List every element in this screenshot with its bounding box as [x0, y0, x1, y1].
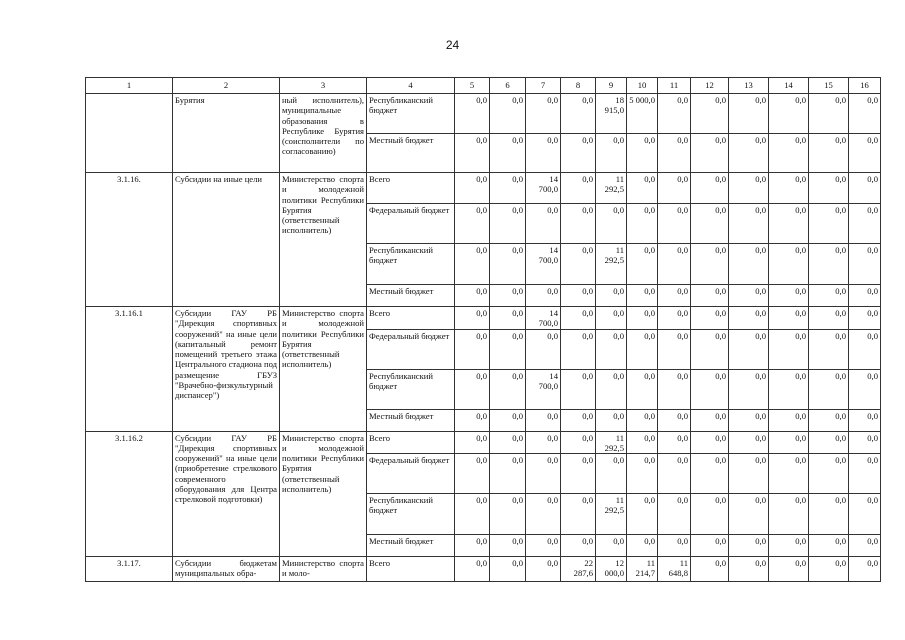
value-cell: 0,0	[769, 494, 809, 535]
value-cell: 0,0	[561, 307, 596, 330]
value-cell: 0,0	[526, 409, 561, 431]
value-cell: 0,0	[769, 244, 809, 285]
value-cell: 0,0	[658, 307, 691, 330]
page-number: 24	[445, 38, 460, 52]
value-cell: 0,0	[455, 285, 490, 307]
item-name: Субсидии ГАУ РБ "Дирекция спортивных сооружений" на иные цели (капитальный ремонт помещений третьего этажа Центрального стадиона под размещение ГБУЗ "Врачебно-физкультурный диспансер")	[173, 307, 280, 432]
value-cell: 0,0	[849, 307, 881, 330]
value-cell: 12 000,0	[596, 557, 627, 582]
value-cell: 0,0	[627, 369, 658, 409]
value-cell: 0,0	[455, 307, 490, 330]
value-cell: 0,0	[691, 431, 729, 454]
value-cell: 0,0	[769, 329, 809, 369]
value-cell: 11 214,7	[627, 557, 658, 582]
value-cell: 0,0	[849, 204, 881, 244]
item-code: 3.1.16.1	[86, 307, 173, 432]
column-header: 2	[173, 78, 280, 94]
value-cell: 0,0	[526, 454, 561, 494]
value-cell: 0,0	[658, 94, 691, 134]
value-cell: 0,0	[691, 494, 729, 535]
value-cell: 0,0	[455, 431, 490, 454]
value-cell: 0,0	[809, 94, 849, 134]
item-code: 3.1.17.	[86, 557, 173, 582]
value-cell: 0,0	[691, 307, 729, 330]
value-cell: 0,0	[526, 431, 561, 454]
value-cell: 0,0	[729, 285, 769, 307]
value-cell: 0,0	[769, 134, 809, 173]
value-cell: 0,0	[596, 285, 627, 307]
table-row	[86, 431, 881, 454]
column-header: 8	[561, 78, 596, 94]
column-header: 14	[769, 78, 809, 94]
funding-source: Республиканский бюджет	[367, 369, 455, 409]
value-cell: 0,0	[455, 244, 490, 285]
value-cell: 0,0	[658, 369, 691, 409]
value-cell: 0,0	[526, 204, 561, 244]
value-cell: 0,0	[627, 431, 658, 454]
funding-source: Местный бюджет	[367, 134, 455, 173]
value-cell: 0,0	[809, 409, 849, 431]
column-header: 11	[658, 78, 691, 94]
column-header: 3	[280, 78, 367, 94]
value-cell: 0,0	[691, 557, 729, 582]
column-header: 5	[455, 78, 490, 94]
value-cell: 0,0	[627, 454, 658, 494]
value-cell: 14 700,0	[526, 369, 561, 409]
value-cell: 0,0	[561, 94, 596, 134]
funding-source: Федеральный бюджет	[367, 204, 455, 244]
value-cell: 11 292,5	[596, 173, 627, 204]
value-cell: 0,0	[490, 204, 526, 244]
funding-source: Федеральный бюджет	[367, 454, 455, 494]
value-cell: 0,0	[627, 173, 658, 204]
budget-table	[85, 77, 881, 582]
value-cell: 0,0	[658, 409, 691, 431]
value-cell: 0,0	[809, 307, 849, 330]
value-cell: 0,0	[809, 329, 849, 369]
value-cell: 0,0	[490, 94, 526, 134]
value-cell: 0,0	[691, 535, 729, 557]
value-cell: 0,0	[627, 285, 658, 307]
value-cell: 0,0	[561, 329, 596, 369]
value-cell: 0,0	[627, 535, 658, 557]
item-executor: Министерство спорта и молодежной политики Республики Бурятия (ответственный исполнитель)	[280, 173, 367, 307]
value-cell: 0,0	[849, 409, 881, 431]
value-cell: 0,0	[526, 494, 561, 535]
value-cell: 18 915,0	[596, 94, 627, 134]
item-name: Субсидии бюджетам муниципальных обра-	[173, 557, 280, 582]
value-cell: 11 292,5	[596, 244, 627, 285]
value-cell: 0,0	[455, 329, 490, 369]
value-cell: 0,0	[455, 557, 490, 582]
value-cell: 14 700,0	[526, 173, 561, 204]
value-cell: 0,0	[561, 494, 596, 535]
value-cell: 0,0	[729, 557, 769, 582]
funding-source: Всего	[367, 307, 455, 330]
column-header: 4	[367, 78, 455, 94]
value-cell: 0,0	[729, 307, 769, 330]
value-cell: 0,0	[596, 535, 627, 557]
value-cell: 0,0	[849, 244, 881, 285]
item-executor: Министерство спорта и молодежной политики Республики Бурятия (ответственный исполнитель)	[280, 307, 367, 432]
value-cell: 0,0	[809, 134, 849, 173]
table-row	[86, 94, 881, 134]
value-cell: 0,0	[526, 134, 561, 173]
column-header: 6	[490, 78, 526, 94]
value-cell: 0,0	[658, 494, 691, 535]
value-cell: 14 700,0	[526, 244, 561, 285]
value-cell: 0,0	[691, 173, 729, 204]
value-cell: 0,0	[809, 557, 849, 582]
value-cell: 0,0	[729, 204, 769, 244]
value-cell: 5 000,0	[627, 94, 658, 134]
value-cell: 0,0	[490, 535, 526, 557]
value-cell: 0,0	[627, 307, 658, 330]
item-code	[86, 94, 173, 173]
value-cell: 0,0	[455, 369, 490, 409]
table-row	[86, 173, 881, 204]
value-cell: 0,0	[455, 535, 490, 557]
value-cell: 11 292,5	[596, 431, 627, 454]
value-cell: 0,0	[658, 285, 691, 307]
column-header: 13	[729, 78, 769, 94]
value-cell: 0,0	[526, 285, 561, 307]
value-cell: 0,0	[849, 134, 881, 173]
value-cell: 0,0	[849, 173, 881, 204]
value-cell: 0,0	[490, 409, 526, 431]
value-cell: 0,0	[729, 494, 769, 535]
item-name: Субсидии ГАУ РБ "Дирекция спортивных сооружений" на иные цели (приобретение стрелкового современного оборудования для Центра стрелковой подготовки)	[173, 431, 280, 557]
value-cell: 0,0	[769, 204, 809, 244]
value-cell: 0,0	[729, 431, 769, 454]
item-code: 3.1.16.	[86, 173, 173, 307]
value-cell: 0,0	[849, 494, 881, 535]
value-cell: 0,0	[596, 329, 627, 369]
value-cell: 0,0	[561, 369, 596, 409]
value-cell: 0,0	[490, 244, 526, 285]
value-cell: 0,0	[490, 431, 526, 454]
value-cell: 0,0	[596, 204, 627, 244]
column-header: 12	[691, 78, 729, 94]
value-cell: 0,0	[658, 204, 691, 244]
value-cell: 0,0	[561, 454, 596, 494]
header-row	[86, 78, 881, 94]
value-cell: 0,0	[627, 409, 658, 431]
value-cell: 0,0	[455, 494, 490, 535]
value-cell: 0,0	[849, 285, 881, 307]
value-cell: 0,0	[769, 173, 809, 204]
value-cell: 0,0	[691, 94, 729, 134]
item-executor: Министерство спорта и моло-	[280, 557, 367, 582]
value-cell: 0,0	[729, 409, 769, 431]
value-cell: 0,0	[809, 431, 849, 454]
value-cell: 0,0	[561, 285, 596, 307]
value-cell: 0,0	[455, 94, 490, 134]
funding-source: Всего	[367, 431, 455, 454]
value-cell: 0,0	[596, 454, 627, 494]
value-cell: 0,0	[691, 134, 729, 173]
funding-source: Местный бюджет	[367, 409, 455, 431]
value-cell: 0,0	[809, 494, 849, 535]
value-cell: 0,0	[490, 369, 526, 409]
value-cell: 0,0	[658, 134, 691, 173]
value-cell: 0,0	[769, 454, 809, 494]
value-cell: 0,0	[627, 204, 658, 244]
value-cell: 0,0	[809, 369, 849, 409]
value-cell: 0,0	[691, 329, 729, 369]
value-cell: 0,0	[455, 134, 490, 173]
value-cell: 0,0	[769, 535, 809, 557]
item-name: Бурятия	[173, 94, 280, 173]
value-cell: 0,0	[849, 535, 881, 557]
value-cell: 0,0	[729, 535, 769, 557]
item-executor: ный исполнитель), муниципальные образования в Республике Бурятия (соисполнители по согласованию)	[280, 94, 367, 173]
value-cell: 0,0	[490, 557, 526, 582]
value-cell: 0,0	[729, 244, 769, 285]
value-cell: 0,0	[849, 329, 881, 369]
value-cell: 22 287,6	[561, 557, 596, 582]
value-cell: 11 292,5	[596, 494, 627, 535]
value-cell: 14 700,0	[526, 307, 561, 330]
value-cell: 0,0	[490, 494, 526, 535]
value-cell: 0,0	[769, 431, 809, 454]
table-row	[86, 307, 881, 330]
value-cell: 0,0	[849, 431, 881, 454]
value-cell: 0,0	[658, 431, 691, 454]
funding-source: Всего	[367, 557, 455, 582]
table-row	[86, 557, 881, 582]
value-cell: 0,0	[455, 409, 490, 431]
column-header: 15	[809, 78, 849, 94]
value-cell: 0,0	[627, 134, 658, 173]
funding-source: Местный бюджет	[367, 535, 455, 557]
value-cell: 0,0	[729, 173, 769, 204]
value-cell: 0,0	[729, 369, 769, 409]
value-cell: 0,0	[561, 244, 596, 285]
value-cell: 0,0	[658, 173, 691, 204]
value-cell: 0,0	[561, 535, 596, 557]
value-cell: 0,0	[809, 535, 849, 557]
value-cell: 0,0	[455, 173, 490, 204]
column-header: 7	[526, 78, 561, 94]
value-cell: 0,0	[490, 454, 526, 494]
funding-source: Федеральный бюджет	[367, 329, 455, 369]
value-cell: 0,0	[561, 134, 596, 173]
column-header: 10	[627, 78, 658, 94]
value-cell: 0,0	[729, 454, 769, 494]
value-cell: 0,0	[691, 244, 729, 285]
value-cell: 0,0	[729, 94, 769, 134]
value-cell: 0,0	[769, 94, 809, 134]
column-header: 9	[596, 78, 627, 94]
value-cell: 0,0	[561, 173, 596, 204]
item-code: 3.1.16.2	[86, 431, 173, 557]
value-cell: 0,0	[658, 329, 691, 369]
value-cell: 0,0	[490, 173, 526, 204]
funding-source: Республиканский бюджет	[367, 244, 455, 285]
value-cell: 0,0	[561, 409, 596, 431]
funding-source: Республиканский бюджет	[367, 94, 455, 134]
value-cell: 0,0	[691, 454, 729, 494]
value-cell: 0,0	[849, 454, 881, 494]
value-cell: 0,0	[729, 134, 769, 173]
value-cell: 0,0	[769, 369, 809, 409]
value-cell: 0,0	[809, 285, 849, 307]
value-cell: 0,0	[809, 244, 849, 285]
value-cell: 0,0	[769, 557, 809, 582]
value-cell: 0,0	[596, 409, 627, 431]
value-cell: 0,0	[526, 535, 561, 557]
column-header: 1	[86, 78, 173, 94]
funding-source: Всего	[367, 173, 455, 204]
value-cell: 0,0	[627, 329, 658, 369]
value-cell: 0,0	[809, 204, 849, 244]
value-cell: 0,0	[596, 369, 627, 409]
value-cell: 0,0	[691, 369, 729, 409]
value-cell: 11 648,8	[658, 557, 691, 582]
value-cell: 0,0	[658, 454, 691, 494]
value-cell: 0,0	[490, 329, 526, 369]
value-cell: 0,0	[627, 494, 658, 535]
value-cell: 0,0	[849, 94, 881, 134]
value-cell: 0,0	[526, 557, 561, 582]
value-cell: 0,0	[455, 204, 490, 244]
value-cell: 0,0	[455, 454, 490, 494]
value-cell: 0,0	[691, 204, 729, 244]
value-cell: 0,0	[809, 173, 849, 204]
value-cell: 0,0	[658, 244, 691, 285]
value-cell: 0,0	[729, 329, 769, 369]
value-cell: 0,0	[490, 307, 526, 330]
value-cell: 0,0	[596, 134, 627, 173]
value-cell: 0,0	[849, 369, 881, 409]
value-cell: 0,0	[658, 535, 691, 557]
value-cell: 0,0	[849, 557, 881, 582]
item-executor: Министерство спорта и молодежной политики Республики Бурятия (ответственный исполнитель)	[280, 431, 367, 557]
value-cell: 0,0	[561, 431, 596, 454]
value-cell: 0,0	[769, 285, 809, 307]
funding-source: Республиканский бюджет	[367, 494, 455, 535]
value-cell: 0,0	[809, 454, 849, 494]
value-cell: 0,0	[526, 94, 561, 134]
value-cell: 0,0	[526, 329, 561, 369]
value-cell: 0,0	[490, 134, 526, 173]
funding-source: Местный бюджет	[367, 285, 455, 307]
value-cell: 0,0	[627, 244, 658, 285]
item-name: Субсидии на иные цели	[173, 173, 280, 307]
value-cell: 0,0	[691, 285, 729, 307]
value-cell: 0,0	[490, 285, 526, 307]
value-cell: 0,0	[691, 409, 729, 431]
value-cell: 0,0	[561, 204, 596, 244]
value-cell: 0,0	[769, 307, 809, 330]
column-header: 16	[849, 78, 881, 94]
value-cell: 0,0	[596, 307, 627, 330]
value-cell: 0,0	[769, 409, 809, 431]
